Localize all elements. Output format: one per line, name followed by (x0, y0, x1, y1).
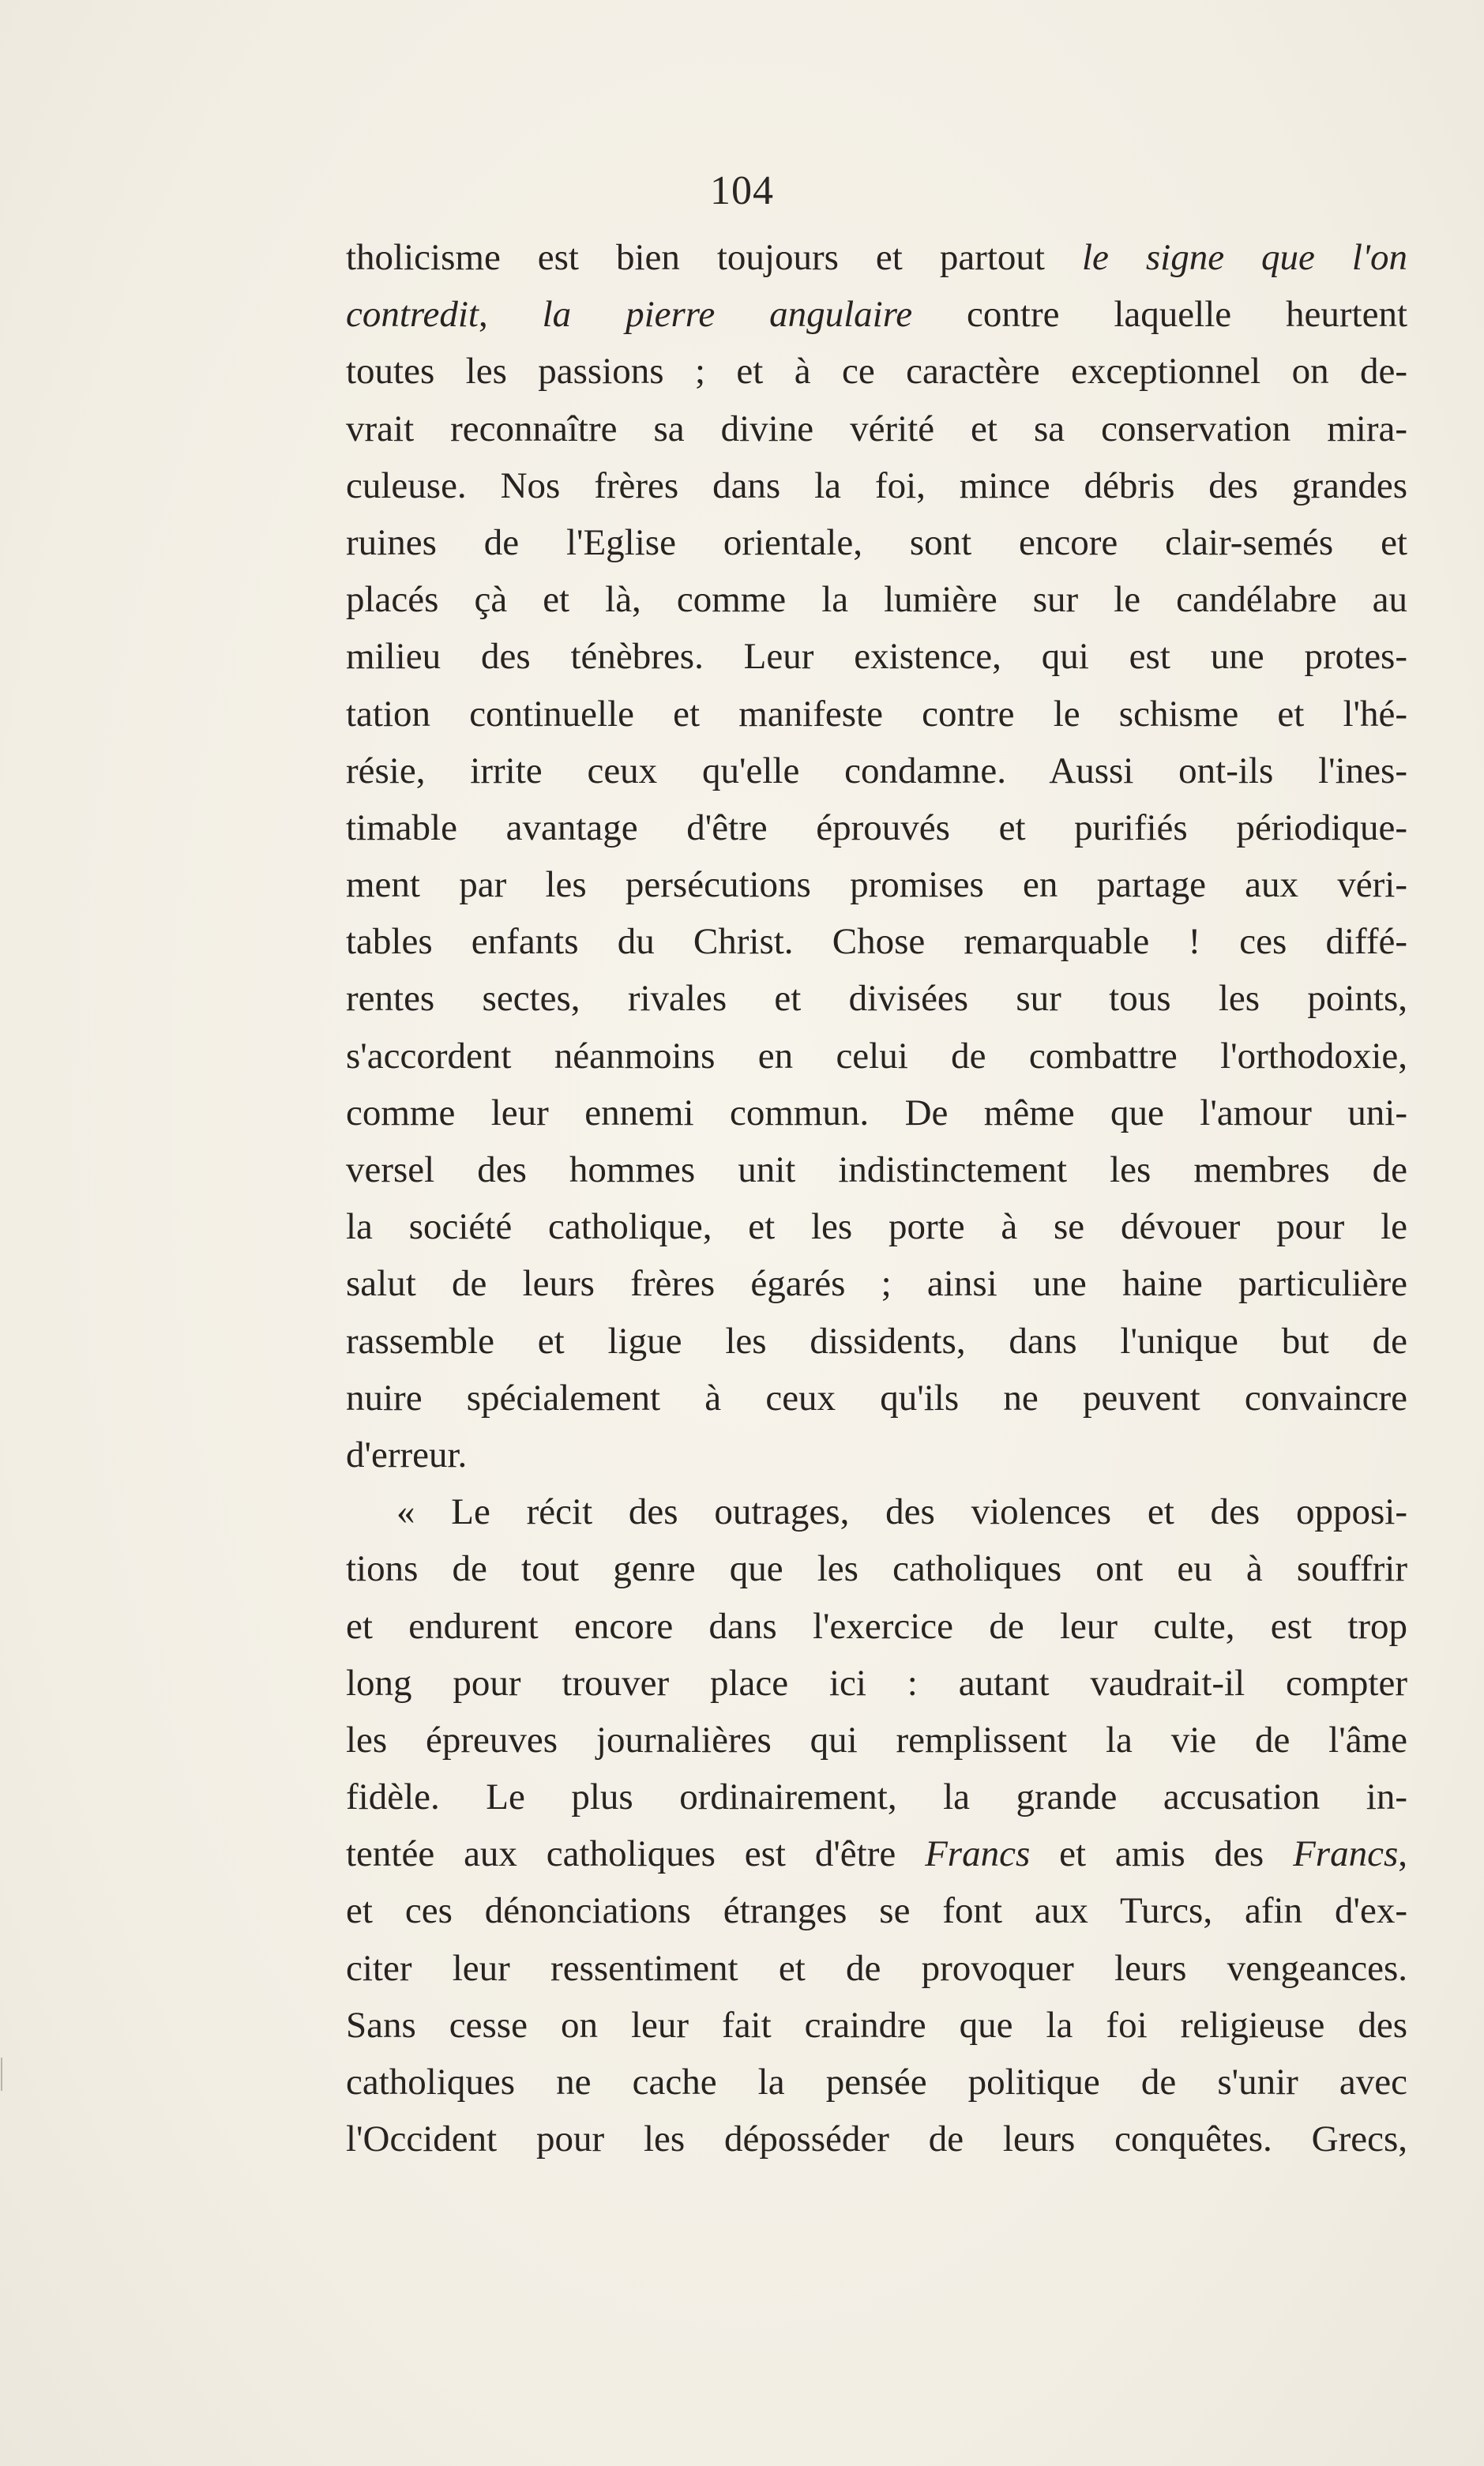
text-run: s'accordent néanmoins en celui de combattre l'orthodoxie, (346, 1035, 1407, 1077)
text-run: timable avantage d'être éprouvés et purifiés périodique- (346, 806, 1407, 848)
text-line (346, 286, 1407, 343)
text-line (346, 799, 1407, 856)
text-run: placés çà et là, comme la lumière sur le candélabre au (346, 579, 1407, 621)
text-run: et ces dénonciations étranges se font aux Turcs, afin d'ex- (346, 1890, 1407, 1932)
italic-text: contredit (346, 294, 479, 336)
text-run: culeuse. Nos frères dans la foi, mince débris des grandes (346, 464, 1407, 506)
text-run: rentes sectes, rivales et divisées sur tous les points, (346, 978, 1407, 1020)
text-line (346, 1255, 1407, 1312)
text-run: comme leur ennemi commun. De même que l'amour uni- (346, 1092, 1407, 1133)
text-run: tation continuelle et manifeste contre le schisme et l'hé- (346, 693, 1407, 735)
text-line (346, 628, 1407, 685)
text-line (346, 1655, 1407, 1712)
text-line (346, 913, 1407, 970)
text-line (346, 1141, 1407, 1198)
text-line (346, 1483, 1407, 1540)
text-line (346, 1085, 1407, 1141)
text-run: rassemble et ligue les dissidents, dans l'unique but de (346, 1320, 1407, 1362)
italic-text: Francs (925, 1833, 1031, 1875)
text-run: tholicisme est bien toujours et partout (346, 237, 1082, 278)
text-run: milieu des ténèbres. Leur existence, qui est une protes- (346, 636, 1407, 678)
text-line (346, 1313, 1407, 1370)
text-line (346, 1540, 1407, 1597)
text-line (346, 686, 1407, 742)
text-run: , (478, 294, 543, 336)
text-line (346, 2054, 1407, 2111)
text-line (346, 1712, 1407, 1769)
text-run: et amis des (1030, 1833, 1294, 1875)
text-run: la société catholique, et les porte à se dévouer pour le (346, 1206, 1407, 1248)
text-line (346, 1028, 1407, 1085)
text-run: tions de tout genre que les catholiques ont eu à souffrir (346, 1548, 1407, 1590)
text-run: et endurent encore dans l'exercice de leur culte, est trop (346, 1605, 1407, 1647)
text-run: salut de leurs frères égarés ; ainsi une haine particulière (346, 1263, 1407, 1305)
text-line (346, 1825, 1407, 1882)
text-line (346, 2111, 1407, 2167)
text-line (346, 856, 1407, 913)
text-run: tentée aux catholiques est d'être (346, 1833, 926, 1875)
text-run: d'erreur. (346, 1434, 468, 1475)
text-run: résie, irrite ceux qu'elle condamne. Aussi ont-ils l'ines- (346, 750, 1407, 791)
text-run: versel des hommes unit indistinctement les membres de (346, 1149, 1407, 1190)
text-line (346, 1997, 1407, 2054)
italic-text: Francs (1293, 1833, 1399, 1875)
text-run: tables enfants du Christ. Chose remarquable ! ces diffé- (346, 921, 1407, 963)
text-line (346, 400, 1407, 457)
text-line (346, 571, 1407, 628)
italic-text: la pierre angulaire (542, 294, 913, 336)
page-number: 104 (710, 168, 774, 213)
body-text (346, 229, 1407, 2167)
text-line (346, 343, 1407, 400)
text-run: ruines de l'Eglise orientale, sont encore clair-semés et (346, 521, 1407, 563)
text-run: citer leur ressentiment et de provoquer leurs vengeances. (346, 1947, 1407, 1989)
text-line (346, 1882, 1407, 1939)
text-run: toutes les passions ; et à ce caractère exceptionnel on de- (346, 351, 1407, 393)
text-line (346, 1370, 1407, 1427)
text-run: vrait reconnaître sa divine vérité et sa conservation mira- (346, 408, 1407, 449)
text-run: l'Occident pour les déposséder de leurs conquêtes. Grecs, (346, 2118, 1407, 2160)
text-line (346, 1598, 1407, 1655)
text-line (346, 457, 1407, 514)
text-run: les épreuves journalières qui remplissent la vie de l'âme (346, 1719, 1407, 1761)
text-run: ment par les persécutions promises en partage aux véri- (346, 864, 1407, 906)
text-run: Sans cesse on leur fait craindre que la foi religieuse des (346, 2004, 1407, 2046)
text-line (346, 1769, 1407, 1825)
text-run: catholiques ne cache la pensée politique de s'unir avec (346, 2062, 1407, 2103)
text-line (346, 1940, 1407, 1997)
text-line (346, 970, 1407, 1027)
text-run: contre laquelle heurtent (912, 294, 1408, 336)
text-run: « Le récit des outrages, des violences et des opposi- (396, 1491, 1407, 1533)
text-line (346, 229, 1407, 286)
text-run: , (1398, 1833, 1407, 1875)
text-run: long pour trouver place ici : autant vaudrait-il compter (346, 1662, 1407, 1704)
text-line (346, 514, 1407, 571)
margin-mark (1, 2058, 2, 2091)
italic-text: le signe que l'on (1081, 237, 1407, 278)
text-run: nuire spécialement à ceux qu'ils ne peuvent convaincre (346, 1377, 1407, 1419)
text-line (346, 1198, 1407, 1255)
text-line (346, 742, 1407, 799)
text-line (346, 1427, 1407, 1483)
text-run: fidèle. Le plus ordinairement, la grande accusation in- (346, 1776, 1407, 1818)
